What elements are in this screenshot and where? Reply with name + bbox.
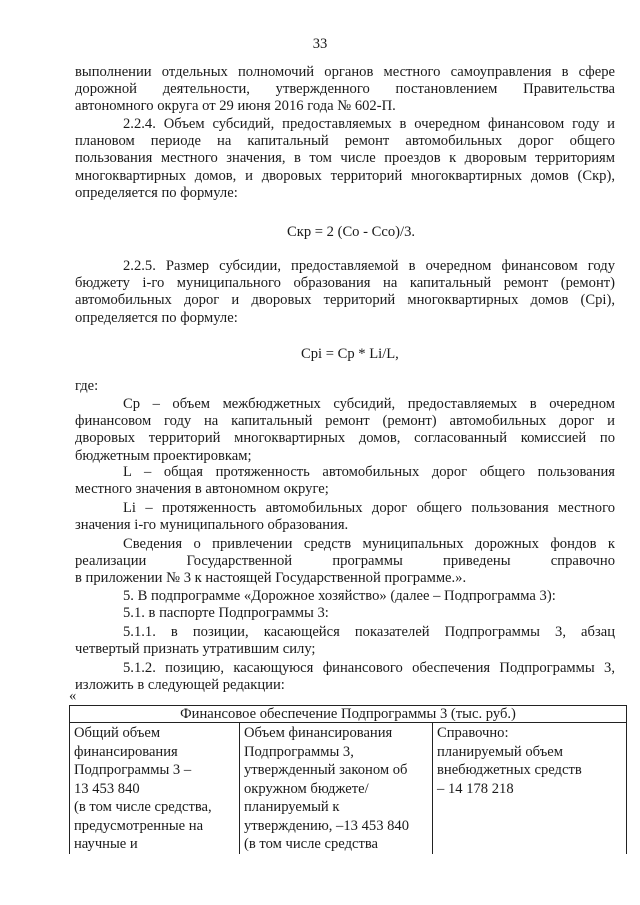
where-label: где: <box>75 378 99 394</box>
table-cell-reference <box>433 723 627 854</box>
cell-line: предусмотренные на <box>74 817 204 834</box>
text-line: 5.1.1. в позиции, касающейся показателей Подпрограммы 3, абзац <box>123 624 615 640</box>
text-line: бюджету i-го муниципального образования на капитальный ремонт (ремонт) <box>75 275 615 292</box>
cell-line: планируемый к <box>244 799 340 815</box>
text-line: многоквартирных домов, и дворовых территорий многоквартирных домов (Cкр), <box>75 167 615 184</box>
cell-line: внебюджетных средств <box>437 762 582 778</box>
page-number: 33 <box>312 36 328 52</box>
text-line: значения i-го муниципального образования. <box>75 517 349 534</box>
text-line: 2.2.4. Объем субсидий, предоставляемых в очередном финансовом году и <box>123 116 615 132</box>
formula-ckr: Cкр = 2 (Co - Cсо)/3. <box>287 224 416 240</box>
text-line: дорожной деятельности, утвержденного постановлением Правительства <box>75 81 615 98</box>
text-line: в приложении № 3 к настоящей Государственной программе.». <box>75 570 467 587</box>
text-line: изложить в следующей редакции: <box>75 677 285 694</box>
text-line: бюджетным проектировкам; <box>75 447 252 464</box>
financing-table <box>69 705 627 854</box>
text-line: автомобильных дорог и дворовых территорий многоквартирных домов (Cpi), <box>75 292 615 309</box>
text-line: автономного округа от 29 июня 2016 года № 602-П. <box>75 98 396 115</box>
paragraph-2-2-5 <box>75 258 615 327</box>
definition-li <box>75 500 615 534</box>
definition-l <box>75 464 615 498</box>
paragraph-5-1-2 <box>75 660 615 694</box>
text-line: определяется по формуле: <box>75 309 238 326</box>
paragraph-continuation <box>75 64 615 116</box>
text-line: 5.1. в паспорте Подпрограммы 3: <box>123 604 329 621</box>
paragraph-2-2-4 <box>75 116 615 202</box>
cell-line: (в том числе средства, <box>74 799 212 815</box>
table-header: Финансовое обеспечение Подпрограммы 3 (тыс. руб.) <box>70 706 627 723</box>
cell-line: утверждению, –13 453 840 <box>244 817 410 834</box>
cell-line: Справочно: <box>437 725 509 741</box>
text-line: четвертый признать утратившим силу; <box>75 641 316 658</box>
cell-line: Подпрограммы 3 – <box>74 762 192 778</box>
text-line: реализации Государственной программы приведены справочно <box>75 553 615 570</box>
cell-line: – 14 178 218 <box>437 780 514 797</box>
cell-line: планируемый объем <box>437 743 563 760</box>
cell-line: 13 453 840 <box>74 780 140 797</box>
cell-line: финансирования <box>74 743 178 760</box>
cell-line: Объем финансирования <box>244 725 393 741</box>
text-line: L – общая протяженность автомобильных дорог общего пользования <box>123 464 615 480</box>
formula-cpi: Cpi = Cр * Li/L, <box>301 346 399 362</box>
cell-line: научные и <box>74 836 138 852</box>
cell-line: Общий объем <box>74 725 161 741</box>
text-line: выполнении отдельных полномочий органов местного самоуправления в сфере <box>75 64 615 80</box>
text-line: пользования местного значения, в том числе проездов к дворовым территориям <box>75 150 615 167</box>
text-line: 5.1.2. позицию, касающуюся финансового обеспечения Подпрограммы 3, <box>123 660 615 676</box>
table-cell-approved <box>240 723 433 854</box>
text-line: Сведения о привлечении средств муниципальных дорожных фондов к <box>123 536 615 552</box>
cell-line: (в том числе средства <box>244 836 379 852</box>
definition-cp <box>75 396 615 465</box>
text-line: Li – протяженность автомобильных дорог общего пользования местного <box>123 500 615 516</box>
text-line: определяется по формуле: <box>75 184 238 201</box>
opening-quote: « <box>69 688 77 704</box>
text-line: финансовом году на капитальный ремонт (ремонт) автомобильных дорог и <box>75 413 615 430</box>
text-line: дворовых территорий многоквартирных домов, согласованный комиссией по <box>75 430 615 447</box>
paragraph-svedeniya <box>75 536 615 622</box>
text-line: 2.2.5. Размер субсидии, предоставляемой в очередном финансовом году <box>123 258 615 274</box>
text-line: Cр – объем межбюджетных субсидий, предоставляемых в очередном <box>123 396 615 412</box>
text-line: 5. В подпрограмме «Дорожное хозяйство» (далее – Подпрограмма 3): <box>123 587 556 604</box>
text-line: плановом периоде на капитальный ремонт автомобильных дорог общего <box>75 133 615 150</box>
cell-line: Подпрограммы 3, <box>244 743 354 760</box>
table-cell-total <box>70 723 240 854</box>
cell-line: утвержденный законом об <box>244 762 408 778</box>
text-line: местного значения в автономном округе; <box>75 481 329 498</box>
cell-line: окружном бюджете/ <box>244 780 369 797</box>
paragraph-5-1-1 <box>75 624 615 658</box>
